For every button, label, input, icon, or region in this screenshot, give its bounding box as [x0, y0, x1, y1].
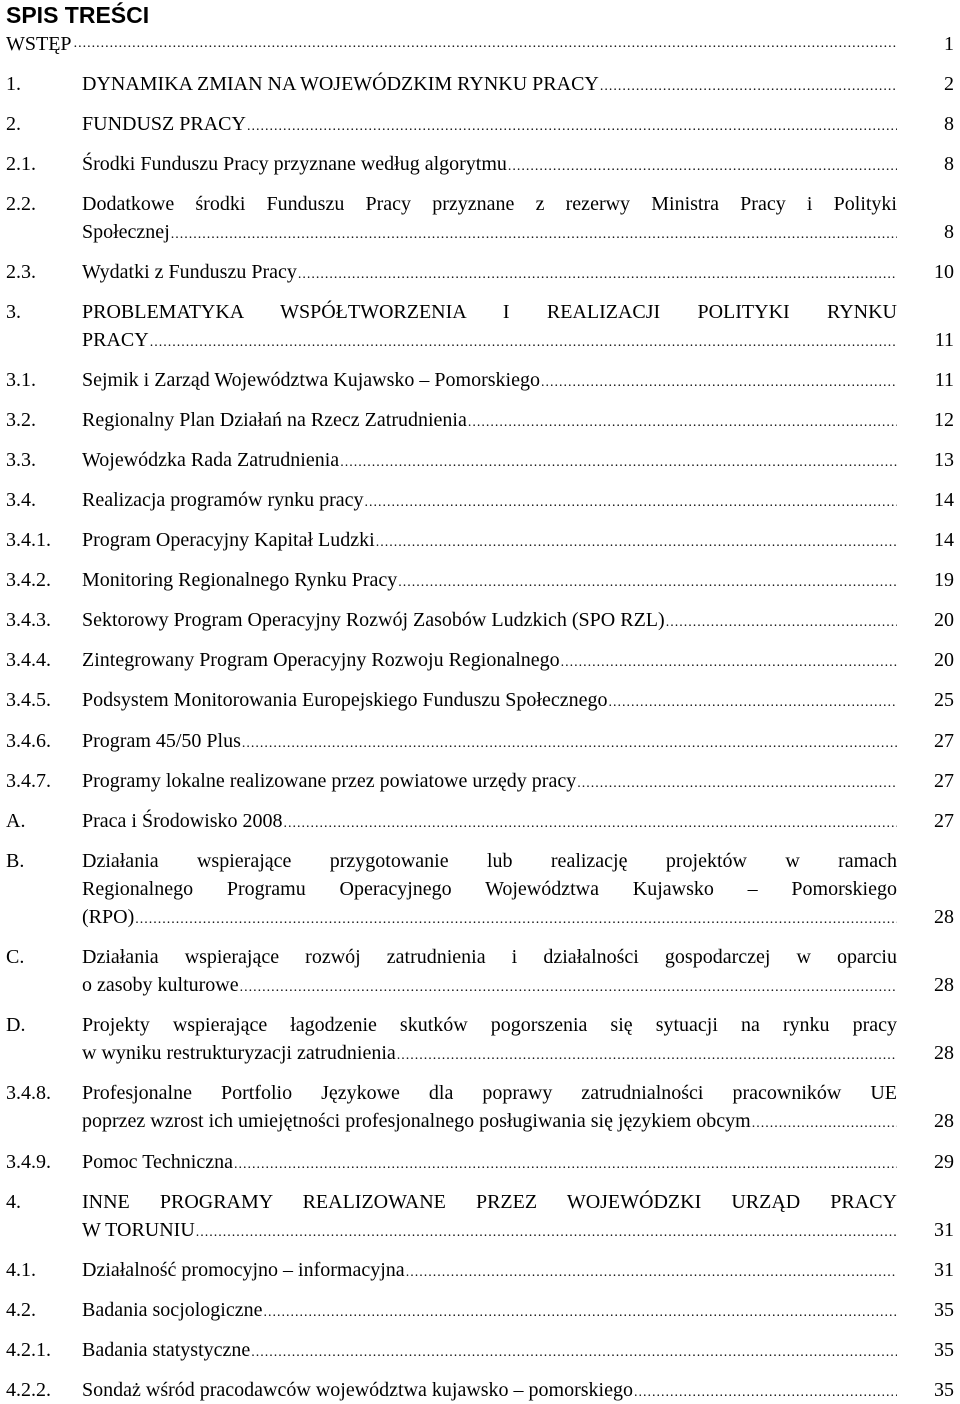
- toc-entry-line: Badania socjologiczne: [82, 1299, 263, 1321]
- toc-entry-line: Program 45/50 Plus: [82, 730, 241, 752]
- toc-entry-line: (RPO): [82, 906, 135, 928]
- leader-dots: [561, 649, 897, 674]
- toc-entry-line: o zasoby kulturowe: [82, 974, 239, 996]
- toc-entry-line: Realizacja programów rynku pracy: [82, 489, 364, 511]
- leader-dots: [752, 1110, 897, 1135]
- toc-entry-line: Działania wspierające przygotowanie lub realizację projektów w ramach: [82, 850, 897, 872]
- toc-entry-page: 28: [934, 974, 954, 996]
- leader-dots: [397, 1042, 897, 1067]
- toc-entry-page: 28: [934, 906, 954, 928]
- leader-dots: [508, 153, 897, 178]
- toc-entry-number: 3.4.6.: [6, 730, 51, 752]
- toc-entry-title: [82, 110, 897, 138]
- toc-entry-number: 4.2.2.: [6, 1379, 51, 1401]
- toc-entry-number: 3.: [6, 301, 21, 323]
- toc-entry-line: Regionalnego Programu Operacyjnego Województwa Kujawsko – Pomorskiego: [82, 878, 897, 900]
- leader-dots: [74, 30, 897, 58]
- leader-dots: [666, 609, 897, 634]
- toc-entry-number: 4.2.: [6, 1299, 36, 1321]
- toc-entry-number: A.: [6, 810, 26, 832]
- toc-entry-line: INNE PROGRAMY REALIZOWANE PRZEZ WOJEWÓDZKI URZĄD PRACY: [82, 1191, 897, 1213]
- leader-dots: [135, 906, 897, 931]
- leader-dots: [196, 1219, 897, 1244]
- toc-entry-title: [82, 1011, 897, 1067]
- toc-entry-page: 12: [934, 409, 954, 431]
- toc-entry-title: [82, 566, 897, 594]
- toc-entry-line: FUNDUSZ PRACY: [82, 113, 246, 135]
- toc-entry-line: Sektorowy Program Operacyjny Rozwój Zasobów Ludzkich (SPO RZL): [82, 609, 665, 631]
- toc-entry-number: 3.4.1.: [6, 529, 51, 551]
- leader-dots: [251, 1339, 897, 1364]
- toc-entry-page: 35: [934, 1379, 954, 1401]
- toc-entry-number: WSTĘP: [6, 33, 72, 55]
- toc-entry-title: [82, 258, 897, 286]
- toc-entry-number: B.: [6, 850, 25, 872]
- toc-entry-page: 28: [934, 1042, 954, 1064]
- leader-dots: [376, 529, 897, 554]
- toc-entry-line: Podsystem Monitorowania Europejskiego Funduszu Społecznego: [82, 689, 608, 711]
- toc-entry-page: 2: [944, 73, 954, 95]
- toc-entry-number: 2.1.: [6, 153, 36, 175]
- toc-entry-number: C.: [6, 946, 25, 968]
- toc-entry-title: [82, 486, 897, 514]
- toc-entry-line: W TORUNIU: [82, 1219, 195, 1241]
- toc-entry-line: Wydatki z Funduszu Pracy: [82, 261, 297, 283]
- toc-entry-title: [82, 727, 897, 755]
- toc-entry-line: DYNAMIKA ZMIAN NA WOJEWÓDZKIM RYNKU PRACY: [82, 73, 599, 95]
- toc-entry-title: [82, 1148, 897, 1176]
- leader-dots: [406, 1259, 897, 1284]
- toc-entry-page: 25: [934, 689, 954, 711]
- toc-entry-title: [82, 943, 897, 999]
- toc-entry-line: Działania wspierające rozwój zatrudnienia i działalności gospodarczej w oparciu: [82, 946, 897, 968]
- toc-entry-line: Program Operacyjny Kapitał Ludzki: [82, 529, 375, 551]
- toc-entry-page: 14: [934, 489, 954, 511]
- toc-entry-title: [82, 366, 897, 394]
- toc-entry-number: 3.4.3.: [6, 609, 51, 631]
- leader-dots: [340, 449, 897, 474]
- toc-entry-line: Zintegrowany Program Operacyjny Rozwoju Regionalnego: [82, 649, 560, 671]
- toc-entry-number: 3.4.2.: [6, 569, 51, 591]
- toc-entry-page: 28: [934, 1110, 954, 1132]
- toc-entry-line: Regionalny Plan Działań na Rzecz Zatrudnienia: [82, 409, 467, 431]
- toc-entry-line: Badania statystyczne: [82, 1339, 251, 1361]
- toc-entry-page: 31: [934, 1259, 954, 1281]
- toc-entry-number: 3.4.5.: [6, 689, 51, 711]
- toc-entry-line: Praca i Środowisko 2008: [82, 810, 283, 832]
- toc-entry-number: 4.: [6, 1191, 21, 1213]
- toc-entry-line: Sondaż wśród pracodawców województwa kujawsko – pomorskiego: [82, 1379, 633, 1401]
- toc-entry-number: 3.4.7.: [6, 770, 51, 792]
- toc-entry-line: Projekty wspierające łagodzenie skutków pogorszenia się sytuacji na rynku pracy: [82, 1014, 897, 1036]
- toc-entry-line: Działalność promocyjno – informacyjna: [82, 1259, 405, 1281]
- toc-entry-title: [82, 406, 897, 434]
- toc-entry-title: [82, 70, 897, 98]
- toc-title: SPIS TREŚCI: [6, 2, 150, 28]
- toc-entry-page: 11: [934, 369, 954, 391]
- leader-dots: [150, 329, 897, 354]
- toc-entry-title: [82, 190, 897, 246]
- toc-entry-title: [82, 1079, 897, 1135]
- toc-entry-page: 19: [934, 569, 954, 591]
- toc-entry-number: 2.3.: [6, 261, 36, 283]
- toc-entry-number: 3.4.9.: [6, 1151, 51, 1173]
- leader-dots: [298, 261, 897, 286]
- toc-entry-number: 3.2.: [6, 409, 36, 431]
- toc-entry-page: 29: [934, 1151, 954, 1173]
- leader-dots: [284, 810, 897, 835]
- toc-entry-title: [82, 526, 897, 554]
- toc-entry-number: 2.2.: [6, 193, 36, 215]
- toc-entry-line: w wyniku restrukturyzacji zatrudnienia: [82, 1042, 396, 1064]
- leader-dots: [365, 489, 897, 514]
- toc-entry-title: [82, 767, 897, 795]
- leader-dots: [634, 1379, 897, 1404]
- toc-entry-line: Pomoc Techniczna: [82, 1151, 233, 1173]
- toc-entry-title: [82, 150, 897, 178]
- leader-dots: [609, 689, 898, 714]
- toc-entry-title: [82, 1376, 897, 1404]
- toc-entry-page: 8: [944, 113, 954, 135]
- leader-dots: [234, 1151, 897, 1176]
- toc-entry-line: Środki Funduszu Pracy przyznane według algorytmu: [82, 153, 507, 175]
- leader-dots: [264, 1299, 898, 1324]
- toc-entry-title: [74, 30, 897, 58]
- leader-dots: [240, 974, 897, 999]
- toc-entry-page: 27: [934, 810, 954, 832]
- toc-entry-line: Wojewódzka Rada Zatrudnienia: [82, 449, 340, 471]
- toc-entry-page: 20: [934, 649, 954, 671]
- leader-dots: [468, 409, 897, 434]
- toc-entry-number: 1.: [6, 73, 21, 95]
- leader-dots: [398, 569, 897, 594]
- toc-entry-number: 3.4.4.: [6, 649, 51, 671]
- toc-entry-number: 3.4.8.: [6, 1082, 51, 1104]
- toc-entry-page: 8: [944, 153, 954, 175]
- toc-entry-line: Społecznej: [82, 221, 170, 243]
- toc-entry-number: D.: [6, 1014, 26, 1036]
- toc-entry-title: [82, 298, 897, 354]
- toc-entry-line: poprzez wzrost ich umiejętności profesjonalnego posługiwania się językiem obcym: [82, 1110, 751, 1132]
- toc-entry-line: PROBLEMATYKA WSPÓŁTWORZENIA I REALIZACJI POLITYKI RYNKU: [82, 301, 897, 323]
- toc-entry-number: 3.4.: [6, 489, 36, 511]
- toc-entry-number: 2.: [6, 113, 21, 135]
- toc-entry-title: [82, 606, 897, 634]
- toc-entry-number: 4.1.: [6, 1259, 36, 1281]
- toc-entry-page: 11: [934, 329, 954, 351]
- leader-dots: [577, 770, 897, 795]
- leader-dots: [242, 730, 897, 755]
- leader-dots: [541, 369, 897, 394]
- toc-entry-line: Profesjonalne Portfolio Językowe dla poprawy zatrudnialności pracowników UE: [82, 1082, 897, 1104]
- toc-entry-page: 14: [934, 529, 954, 551]
- toc-entry-page: 27: [934, 770, 954, 792]
- toc-entry-line: Sejmik i Zarząd Województwa Kujawsko – Pomorskiego: [82, 369, 540, 391]
- leader-dots: [600, 73, 897, 98]
- toc-entry-page: 31: [934, 1219, 954, 1241]
- toc-entry-page: 13: [934, 449, 954, 471]
- toc-entry-title: [82, 646, 897, 674]
- toc-entry-page: 35: [934, 1299, 954, 1321]
- toc-entry-title: [82, 807, 897, 835]
- leader-dots: [247, 113, 897, 138]
- toc-entry-page: 1: [944, 33, 954, 55]
- toc-entry-page: 27: [934, 730, 954, 752]
- toc-entry-page: 8: [944, 221, 954, 243]
- toc-entry-title: [82, 1296, 897, 1324]
- toc-entry-line: Programy lokalne realizowane przez powiatowe urzędy pracy: [82, 770, 577, 792]
- toc-entry-line: Monitoring Regionalnego Rynku Pracy: [82, 569, 398, 591]
- toc-entry-line: Dodatkowe środki Funduszu Pracy przyznane z rezerwy Ministra Pracy i Polityki: [82, 193, 897, 215]
- toc-entry-number: 3.1.: [6, 369, 36, 391]
- toc-entry-title: [82, 847, 897, 931]
- toc-entry-page: 20: [934, 609, 954, 631]
- toc-entry-title: [82, 1256, 897, 1284]
- toc-entry-page: 35: [934, 1339, 954, 1361]
- toc-entry-number: 4.2.1.: [6, 1339, 51, 1361]
- toc-entry-line: PRACY: [82, 329, 149, 351]
- leader-dots: [171, 221, 897, 246]
- toc-entry-title: [82, 446, 897, 474]
- toc-entry-title: [82, 1336, 897, 1364]
- toc-entry-page: 10: [934, 261, 954, 283]
- toc-entry-number: 3.3.: [6, 449, 36, 471]
- toc-entry-title: [82, 686, 897, 714]
- toc-entry-title: [82, 1188, 897, 1244]
